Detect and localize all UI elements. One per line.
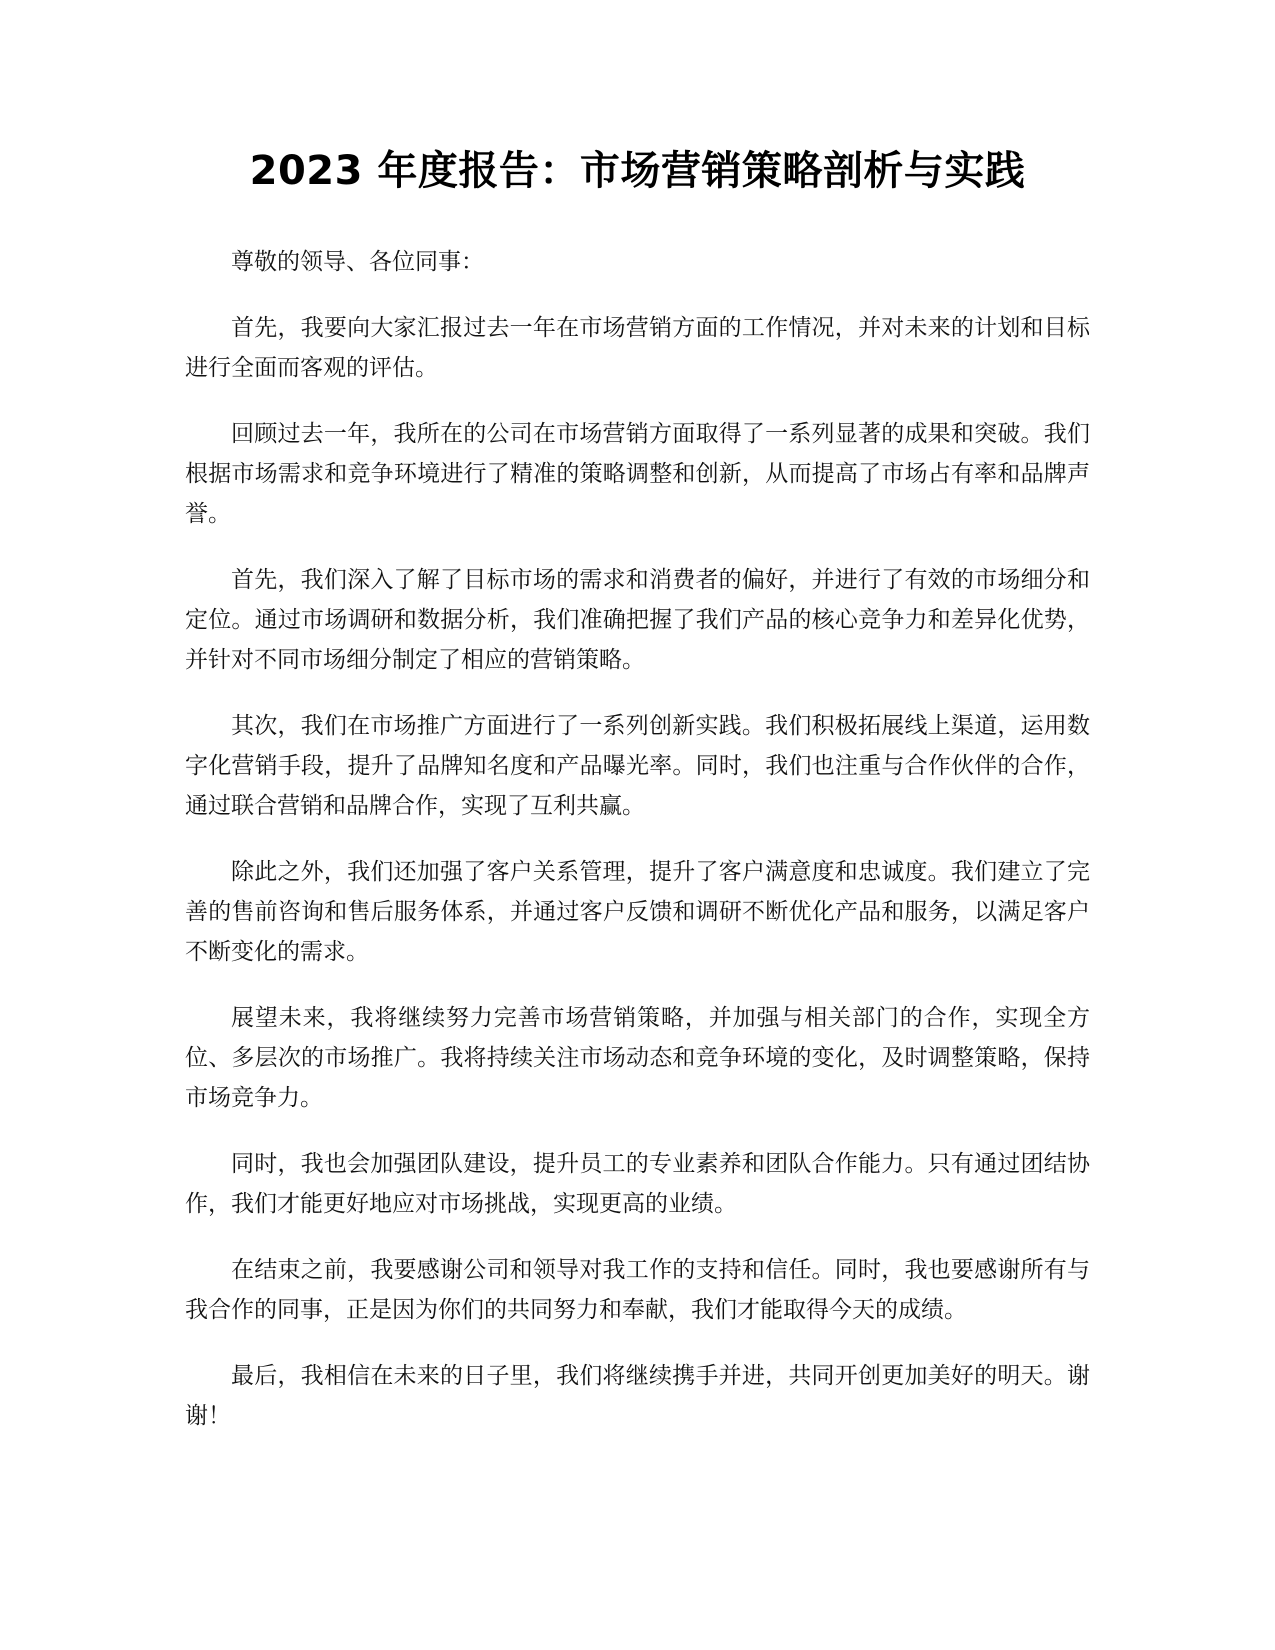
paragraph: 首先，我要向大家汇报过去一年在市场营销方面的工作情况，并对未来的计划和目标进行全面而客观的评估。 bbox=[185, 315, 1090, 381]
paragraph: 其次，我们在市场推广方面进行了一系列创新实践。我们积极拓展线上渠道，运用数字化营销手段，提升了品牌知名度和产品曝光率。同时，我们也注重与合作伙伴的合作，通过联合营销和品牌合作，实现了互利共赢。 bbox=[185, 713, 1090, 819]
paragraph: 除此之外，我们还加强了客户关系管理，提升了客户满意度和忠诚度。我们建立了完善的售前咨询和售后服务体系，并通过客户反馈和调研不断优化产品和服务，以满足客户不断变化的需求。 bbox=[185, 859, 1090, 965]
paragraph: 同时，我也会加强团队建设，提升员工的专业素养和团队合作能力。只有通过团结协作，我们才能更好地应对市场挑战，实现更高的业绩。 bbox=[185, 1151, 1090, 1217]
paragraph: 在结束之前，我要感谢公司和领导对我工作的支持和信任。同时，我也要感谢所有与我合作的同事，正是因为你们的共同努力和奉献，我们才能取得今天的成绩。 bbox=[185, 1257, 1090, 1323]
paragraph: 回顾过去一年，我所在的公司在市场营销方面取得了一系列显著的成果和突破。我们根据市场需求和竞争环境进行了精准的策略调整和创新，从而提高了市场占有率和品牌声誉。 bbox=[185, 421, 1090, 527]
paragraph-closing: 最后，我相信在未来的日子里，我们将继续携手并进，共同开创更加美好的明天。谢谢！ bbox=[185, 1363, 1090, 1429]
paragraph: 首先，我们深入了解了目标市场的需求和消费者的偏好，并进行了有效的市场细分和定位。通过市场调研和数据分析，我们准确把握了我们产品的核心竞争力和差异化优势，并针对不同市场细分制定了相应的营销策略。 bbox=[185, 567, 1090, 673]
document-body bbox=[185, 242, 1090, 1436]
paragraph: 展望未来，我将继续努力完善市场营销策略，并加强与相关部门的合作，实现全方位、多层次的市场推广。我将持续关注市场动态和竞争环境的变化，及时调整策略，保持市场竞争力。 bbox=[185, 1005, 1090, 1111]
document-title: 2023 年度报告：市场营销策略剖析与实践 bbox=[249, 148, 1026, 194]
paragraph-salutation: 尊敬的领导、各位同事： bbox=[231, 249, 484, 275]
